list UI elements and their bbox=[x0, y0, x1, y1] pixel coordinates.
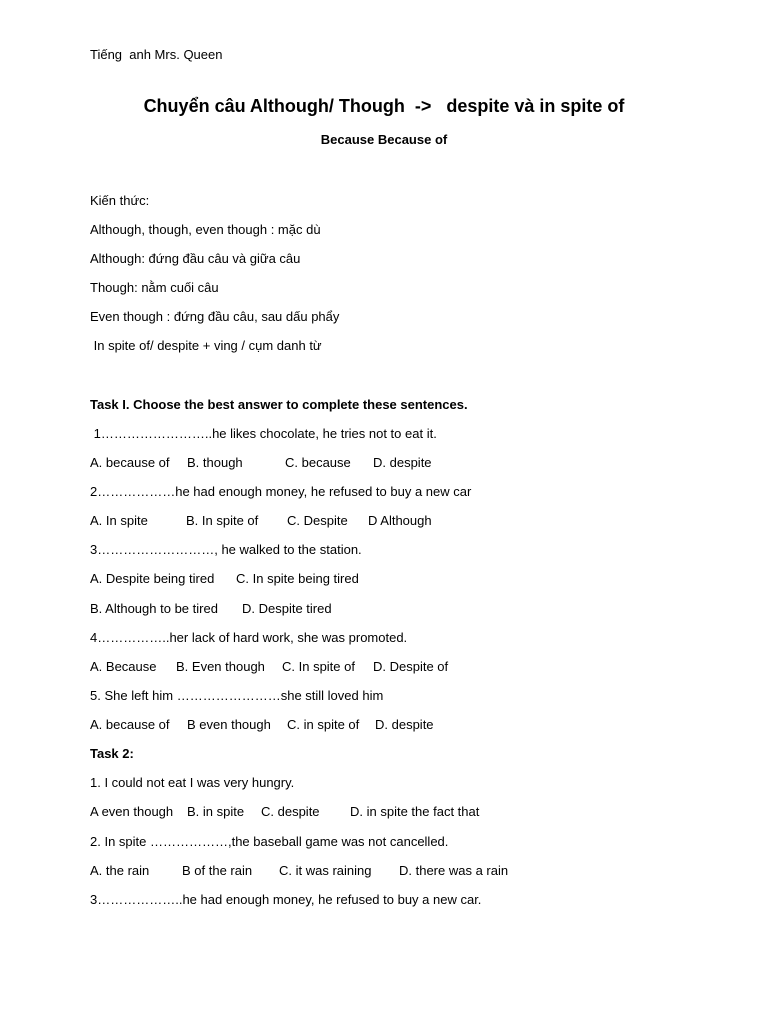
task2-heading: Task 2: bbox=[90, 746, 134, 761]
option-b: B. in spite bbox=[187, 804, 245, 819]
option-a: A. Despite being tired bbox=[90, 571, 215, 586]
task2-question-3: 3………………..he had enough money, he refused to buy a new car. bbox=[90, 892, 482, 907]
task2-question-1-options bbox=[90, 804, 479, 820]
option-a: A. Because bbox=[90, 659, 157, 674]
task1-question-5-options bbox=[90, 717, 434, 733]
knowledge-heading: Kiến thức: bbox=[90, 193, 150, 208]
option-d: D. there was a rain bbox=[399, 863, 509, 878]
option-a: A. because of bbox=[90, 455, 170, 470]
option-c: C. In spite of bbox=[282, 659, 355, 674]
option-d: D. Despite tired bbox=[242, 601, 332, 616]
task1-question-4-options bbox=[90, 659, 448, 675]
option-a: A. In spite bbox=[90, 513, 148, 528]
option-c: C. In spite being tired bbox=[236, 571, 359, 586]
knowledge-line-1: Although, though, even though : mặc dù bbox=[90, 222, 321, 237]
task1-question-2-options bbox=[90, 513, 432, 529]
option-c: C. it was raining bbox=[279, 863, 372, 878]
task2-question-2-options bbox=[90, 863, 508, 879]
task1-question-3-options-row-1 bbox=[90, 571, 359, 587]
task2-question-1: 1. I could not eat I was very hungry. bbox=[90, 775, 295, 790]
option-b: B. In spite of bbox=[186, 513, 259, 528]
task1-question-5: 5. She left him ……………………she still loved him bbox=[90, 688, 384, 703]
option-d: D. in spite the fact that bbox=[350, 804, 480, 819]
option-b: B even though bbox=[187, 717, 271, 732]
option-b: B of the rain bbox=[182, 863, 253, 878]
task1-question-1: 1……………………..he likes chocolate, he tries not to eat it. bbox=[90, 426, 437, 441]
option-b: B. though bbox=[187, 455, 243, 470]
task1-question-2: 2………………he had enough money, he refused to buy a new car bbox=[90, 484, 472, 499]
option-b: B. Even though bbox=[176, 659, 265, 674]
option-c: C. despite bbox=[261, 804, 320, 819]
task1-question-1-options bbox=[90, 455, 432, 471]
page-title: Chuyển câu Although/ Though -> despite và in spite of bbox=[143, 96, 625, 116]
option-a: A even though bbox=[90, 804, 174, 819]
option-d: D. despite bbox=[373, 455, 432, 470]
option-d: D. despite bbox=[375, 717, 434, 732]
knowledge-line-2: Although: đứng đầu câu và giữa câu bbox=[90, 251, 301, 266]
option-c: C. in spite of bbox=[287, 717, 360, 732]
task1-question-4: 4……………..her lack of hard work, she was promoted. bbox=[90, 630, 408, 645]
knowledge-line-4: Even though : đứng đầu câu, sau dấu phẩy bbox=[90, 309, 340, 324]
task2-question-2: 2. In spite ………………,the baseball game was not cancelled. bbox=[90, 834, 449, 849]
option-d: D Although bbox=[368, 513, 432, 528]
task1-question-3: 3………………………, he walked to the station. bbox=[90, 542, 362, 557]
option-a: A. the rain bbox=[90, 863, 150, 878]
header-text: Tiếng anh Mrs. Queen bbox=[90, 47, 223, 62]
page-subtitle: Because Because of bbox=[320, 132, 448, 147]
task1-heading: Task I. Choose the best answer to complete these sentences. bbox=[90, 397, 468, 412]
option-d: D. Despite of bbox=[373, 659, 449, 674]
knowledge-line-3: Though: nằm cuối câu bbox=[90, 280, 219, 295]
knowledge-line-5: In spite of/ despite + ving / cụm danh từ bbox=[90, 338, 322, 353]
option-b: B. Although to be tired bbox=[90, 601, 218, 616]
task1-question-3-options-row-2 bbox=[90, 601, 332, 617]
option-a: A. because of bbox=[90, 717, 170, 732]
option-c: C. because bbox=[285, 455, 351, 470]
option-c: C. Despite bbox=[287, 513, 348, 528]
